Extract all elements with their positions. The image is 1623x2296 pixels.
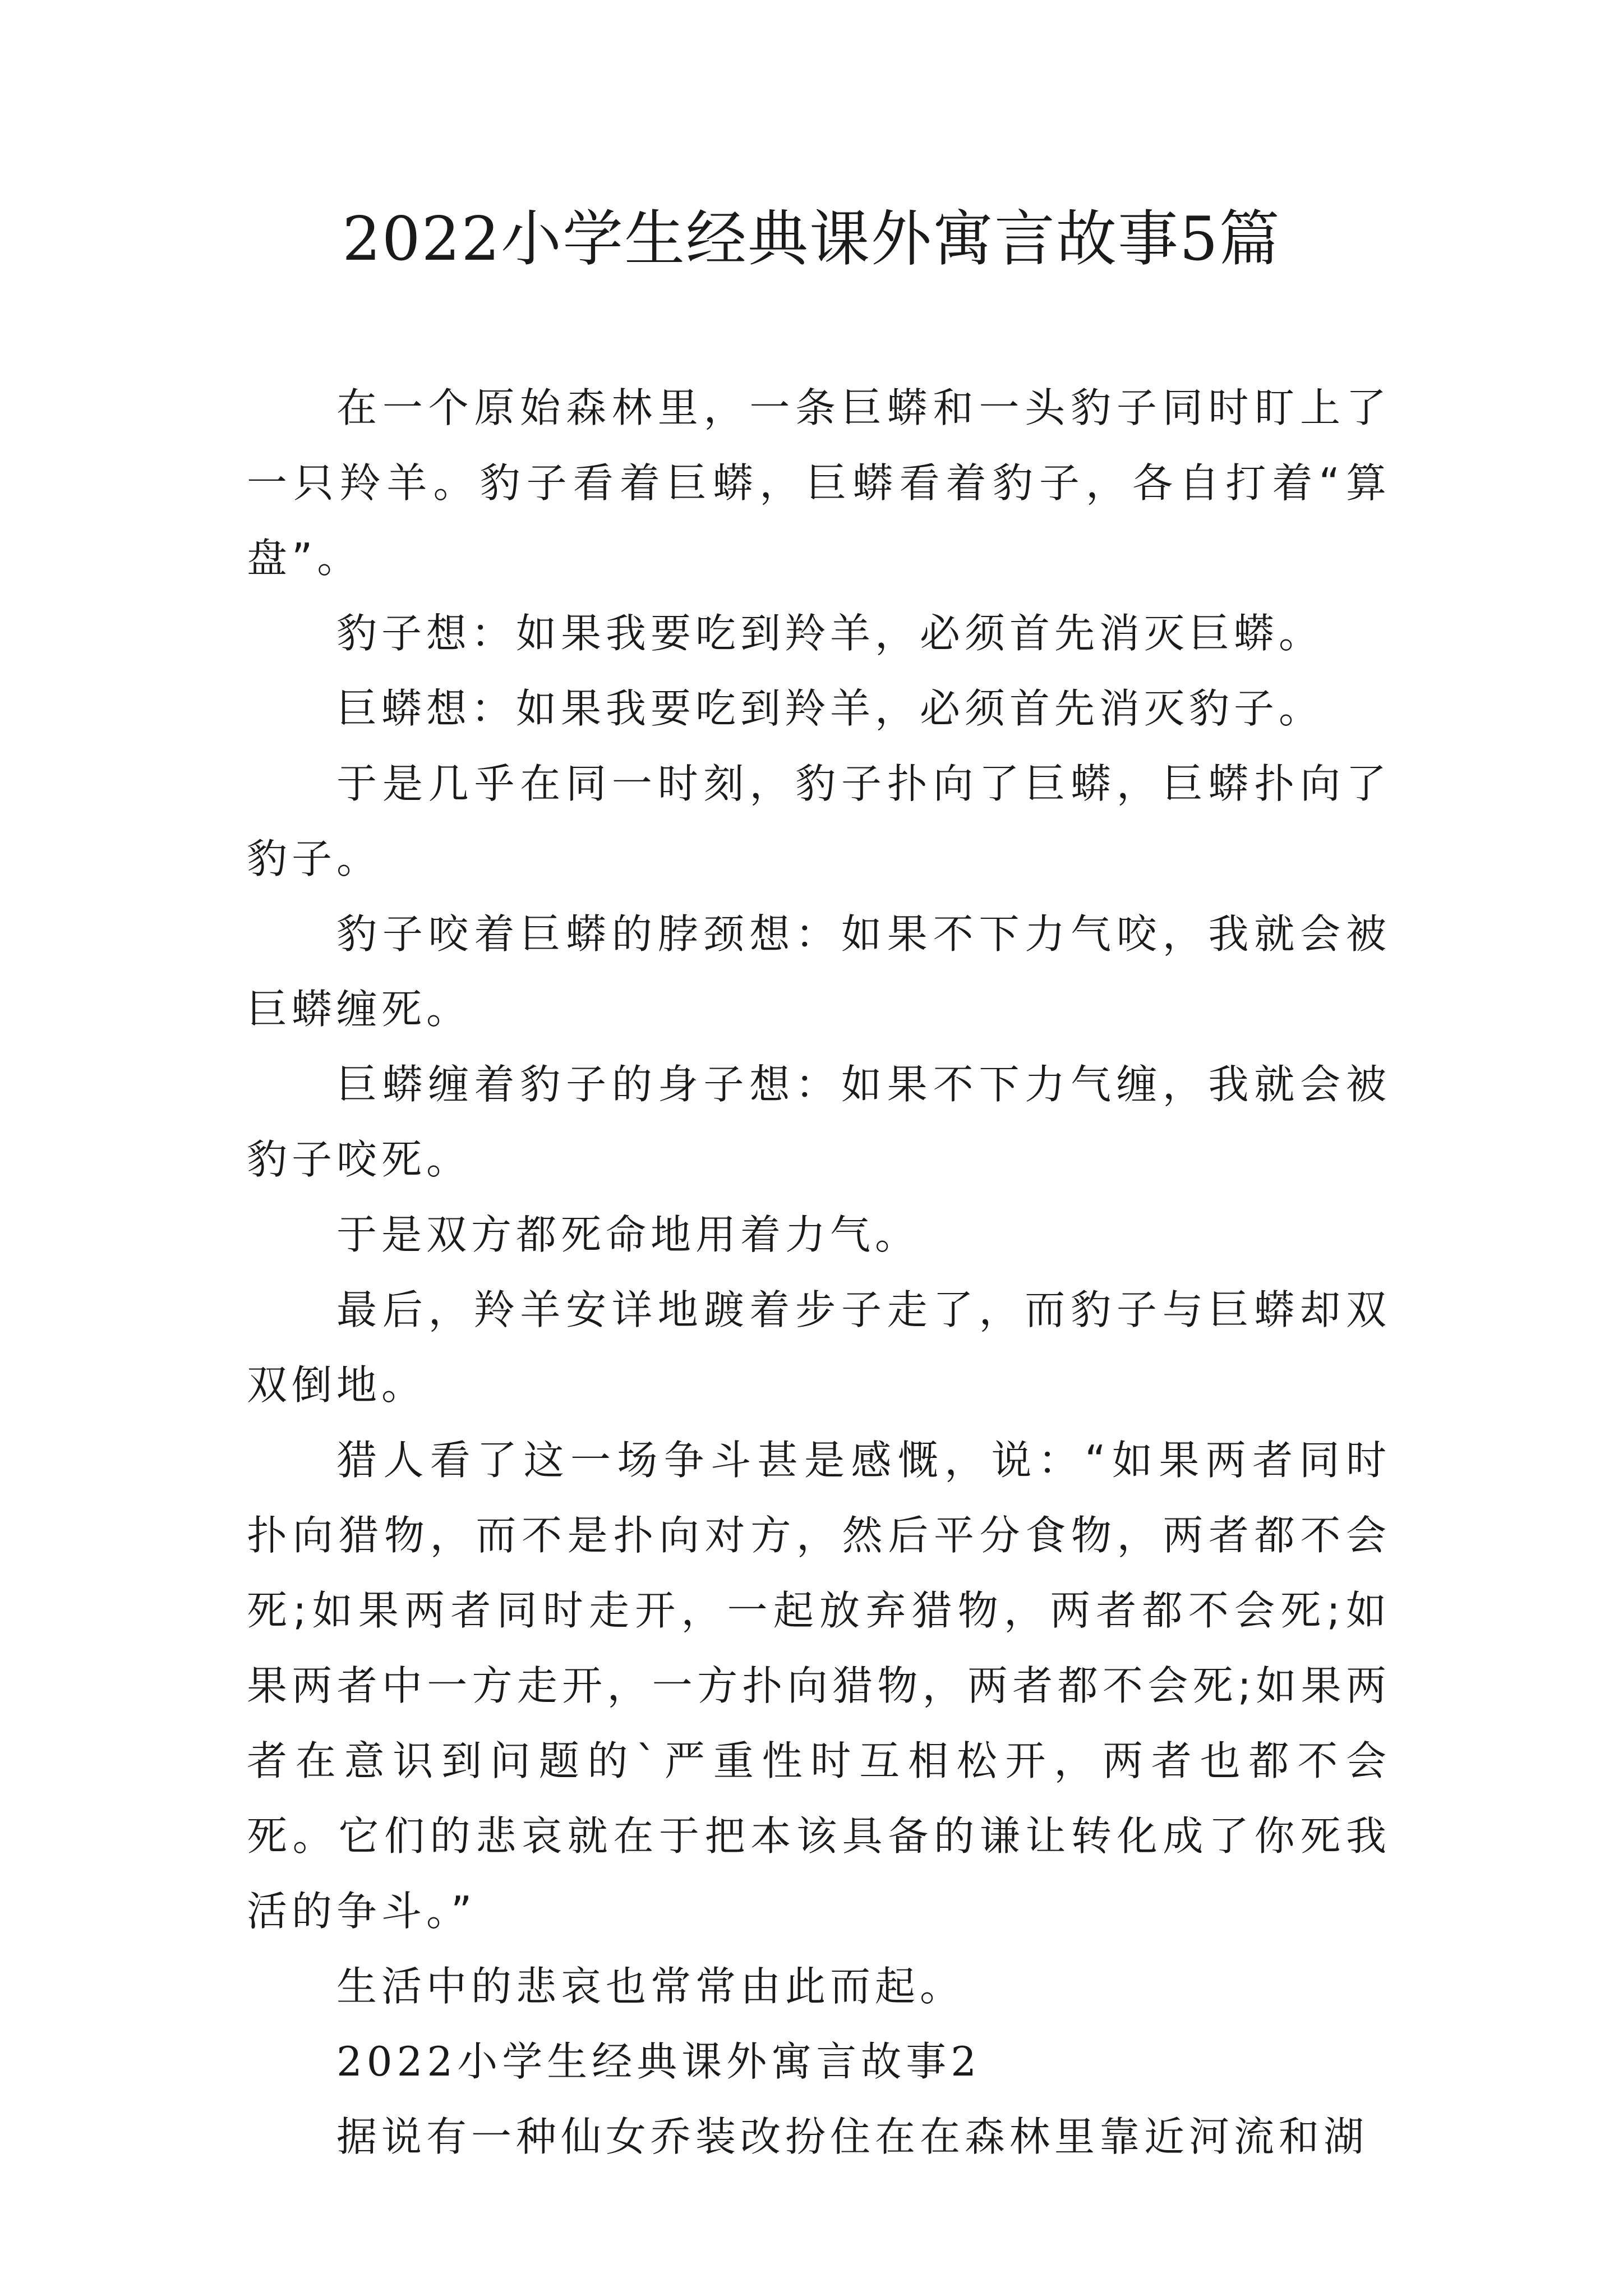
document-body <box>247 370 1391 2174</box>
paragraph: 于是几乎在同一时刻，豹子扑向了巨蟒，巨蟒扑向了豹子。 <box>247 760 1391 882</box>
paragraph: 据说有一种仙女乔装改扮住在在森林里靠近河流和湖 <box>336 2113 1369 2160</box>
paragraph: 豹子咬着巨蟒的脖颈想：如果不下力气咬，我就会被巨蟒缠死。 <box>247 910 1391 1033</box>
paragraph: 巨蟒缠着豹子的身子想：如果不下力气缠，我就会被豹子咬死。 <box>247 1061 1391 1183</box>
paragraph: 猎人看了这一场争斗甚是感慨，说：“如果两者同时扑向猎物，而不是扑向对方，然后平分食物，两者都不会死;如果两者同时走开，一起放弃猎物，两者都不会死;如果两者中一方走开，一方扑向猎物，两者都不会死;如果两者在意识到问题的`严重性时互相松开，两者也都不会死。它们的悲哀就在于把本该具备的谦让转化成了你死我活的争斗。” <box>247 1437 1391 1935</box>
paragraph: 生活中的悲哀也常常由此而起。 <box>336 1963 965 2010</box>
paragraph: 豹子想：如果我要吃到羚羊，必须首先消灭巨蟒。 <box>336 610 1324 657</box>
paragraph: 于是双方都死命地用着力气。 <box>336 1211 920 1258</box>
paragraph: 在一个原始森林里，一条巨蟒和一头豹子同时盯上了一只羚羊。豹子看着巨蟒，巨蟒看着豹子，各自打着“算盘”。 <box>247 384 1391 582</box>
document-title: 2022小学生经典课外寓言故事5篇 <box>342 204 1281 274</box>
paragraph: 最后，羚羊安详地踱着步子走了，而豹子与巨蟒却双双倒地。 <box>247 1286 1391 1409</box>
paragraph: 巨蟒想：如果我要吃到羚羊，必须首先消灭豹子。 <box>336 685 1324 732</box>
section-heading: 2022小学生经典课外寓言故事2 <box>336 2038 981 2085</box>
